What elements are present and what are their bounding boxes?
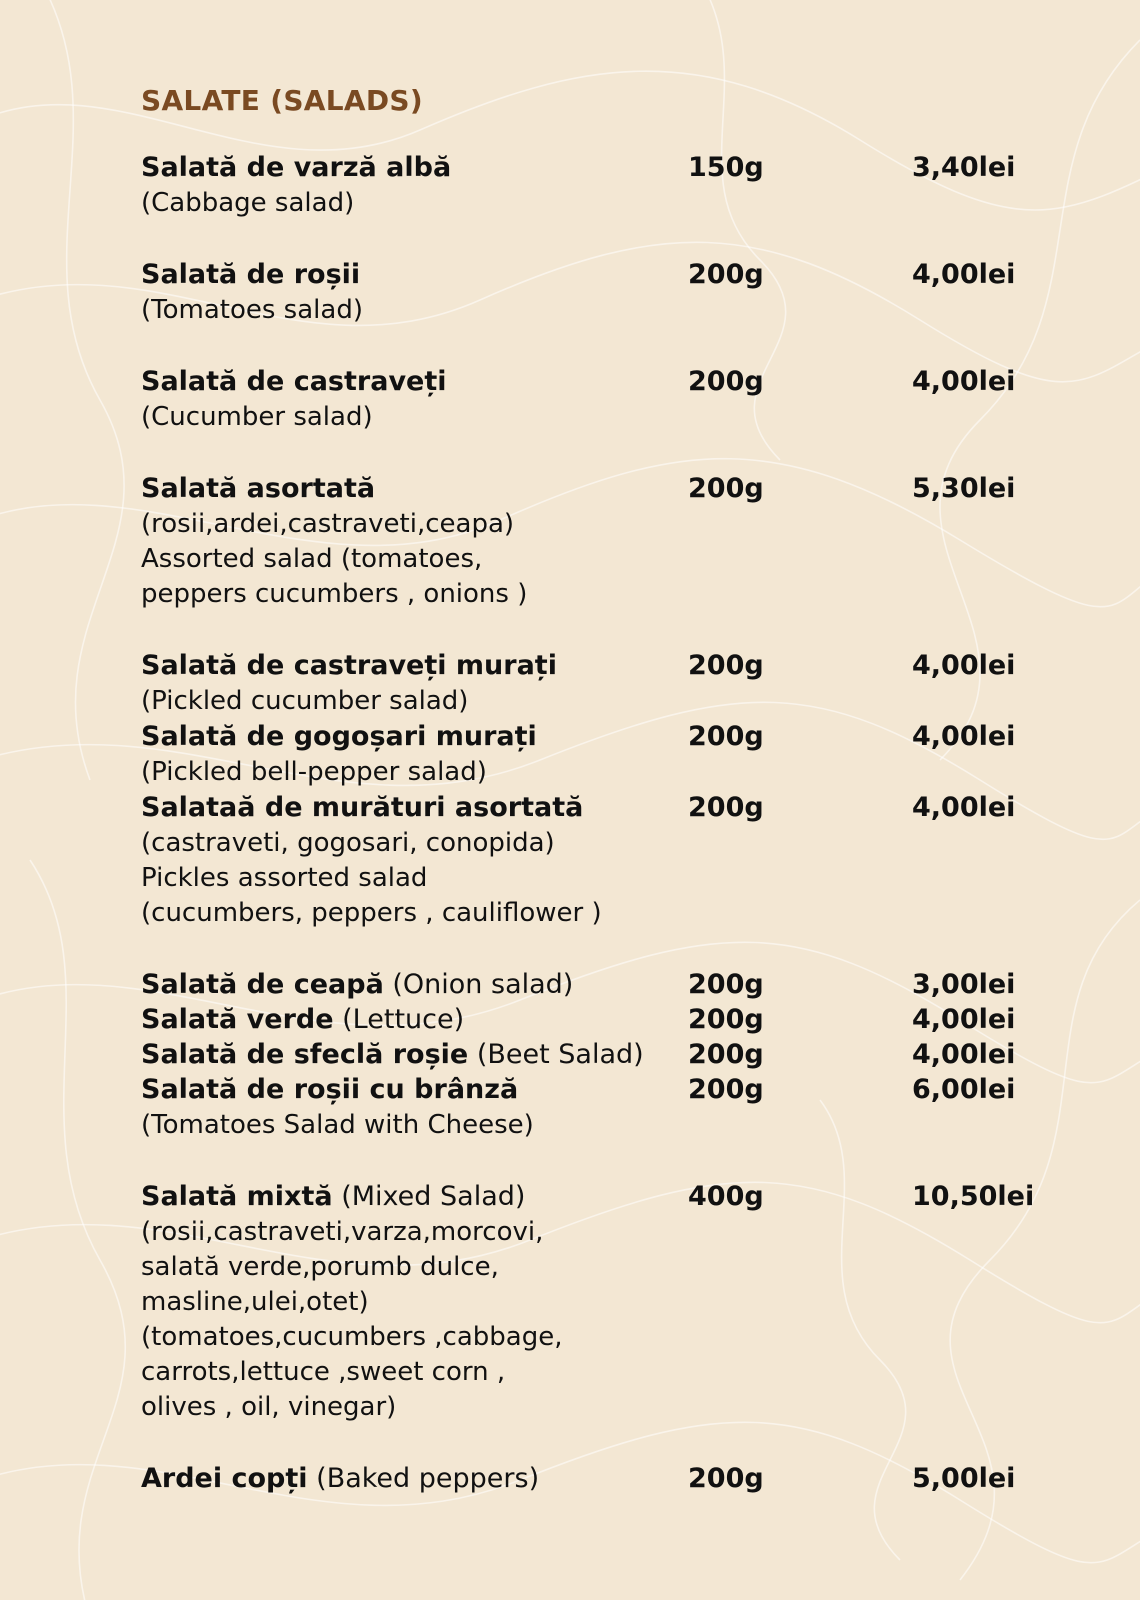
- item-weight: 200g: [688, 259, 764, 290]
- item-description: (rosii,ardei,castraveti,ceapa): [141, 509, 515, 539]
- item-description: (castraveti, gogosari, conopida): [141, 828, 555, 858]
- item-weight: 200g: [688, 473, 764, 504]
- item-price: 10,50lei: [912, 1181, 1035, 1212]
- item-price: 4,00lei: [912, 1039, 1016, 1070]
- item-name: Salată de gogoșari murați: [141, 721, 537, 752]
- item-description: carrots,lettuce ,sweet corn ,: [141, 1357, 506, 1387]
- item-price: 4,00lei: [912, 721, 1016, 752]
- item-description: (Cucumber salad): [141, 402, 373, 432]
- item-description: (tomatoes,cucumbers ,cabbage,: [141, 1322, 563, 1352]
- item-name: Salată de roșii: [141, 259, 361, 290]
- item-description: (rosii,castraveti,varza,morcovi,: [141, 1217, 544, 1247]
- item-english-name: (Baked peppers): [316, 1463, 540, 1494]
- menu-item: [141, 790, 1021, 830]
- menu-item: [141, 471, 1021, 511]
- item-description: (Pickled bell-pepper salad): [141, 757, 487, 787]
- item-weight: 200g: [688, 650, 764, 681]
- item-description: (Tomatoes Salad with Cheese): [141, 1110, 534, 1140]
- item-price: 4,00lei: [912, 1004, 1016, 1035]
- item-weight: 200g: [688, 721, 764, 752]
- menu-item: [141, 1002, 1021, 1042]
- item-price: 4,00lei: [912, 792, 1016, 823]
- item-price: 4,00lei: [912, 650, 1016, 681]
- item-description: salată verde,porumb dulce,: [141, 1252, 499, 1282]
- item-english-name: (Beet Salad): [476, 1039, 644, 1070]
- item-name: Salată de roșii cu brânză: [141, 1074, 519, 1105]
- item-english-name: (Mixed Salad): [341, 1181, 526, 1212]
- item-weight: 200g: [688, 1463, 764, 1494]
- item-description: (cucumbers, peppers , cauliflower ): [141, 898, 602, 928]
- item-name: Salată de castraveți murați: [141, 650, 557, 681]
- item-english-name: (Lettuce): [342, 1004, 465, 1035]
- item-price: 4,00lei: [912, 366, 1016, 397]
- item-name: Salată de castraveți: [141, 366, 447, 397]
- menu-item: [141, 1037, 1021, 1077]
- item-name: Ardei copți (Baked peppers): [141, 1463, 540, 1494]
- item-description: Pickles assorted salad: [141, 863, 428, 893]
- item-price: 5,30lei: [912, 473, 1016, 504]
- menu-item: [141, 257, 1021, 297]
- item-english-name: (Onion salad): [392, 969, 574, 1000]
- item-name: Salataă de murături asortată: [141, 792, 584, 823]
- item-weight: 150g: [688, 152, 764, 183]
- item-name: Salată de ceapă (Onion salad): [141, 969, 574, 1000]
- item-description: olives , oil, vinegar): [141, 1392, 397, 1422]
- item-weight: 200g: [688, 1039, 764, 1070]
- menu-item: [141, 1072, 1021, 1112]
- item-weight: 400g: [688, 1181, 764, 1212]
- item-weight: 200g: [688, 1004, 764, 1035]
- menu-item: [141, 719, 1021, 759]
- item-name: Salată mixtă (Mixed Salad): [141, 1181, 526, 1212]
- menu-item: [141, 364, 1021, 404]
- item-description: masline,ulei,otet): [141, 1287, 369, 1317]
- item-description: (Tomatoes salad): [141, 295, 363, 325]
- section-title: SALATE (SALADS): [141, 84, 423, 117]
- menu-item: [141, 150, 1021, 190]
- item-description: Assorted salad (tomatoes,: [141, 544, 483, 574]
- item-price: 3,00lei: [912, 969, 1016, 1000]
- item-name: Salată verde (Lettuce): [141, 1004, 465, 1035]
- menu-item: [141, 1461, 1021, 1501]
- item-price: 3,40lei: [912, 152, 1016, 183]
- item-price: 6,00lei: [912, 1074, 1016, 1105]
- menu-item: [141, 1179, 1035, 1219]
- menu-item: [141, 648, 1021, 688]
- item-price: 4,00lei: [912, 259, 1016, 290]
- item-description: (Cabbage salad): [141, 188, 355, 218]
- item-name: Salată de varză albă: [141, 152, 452, 183]
- item-name: Salată asortată: [141, 473, 376, 504]
- item-name: Salată de sfeclă roșie (Beet Salad): [141, 1039, 644, 1070]
- item-price: 5,00lei: [912, 1463, 1016, 1494]
- menu-item: [141, 967, 1021, 1007]
- item-description: peppers cucumbers , onions ): [141, 579, 528, 609]
- item-weight: 200g: [688, 366, 764, 397]
- item-weight: 200g: [688, 792, 764, 823]
- item-weight: 200g: [688, 969, 764, 1000]
- item-weight: 200g: [688, 1074, 764, 1105]
- item-description: (Pickled cucumber salad): [141, 686, 469, 716]
